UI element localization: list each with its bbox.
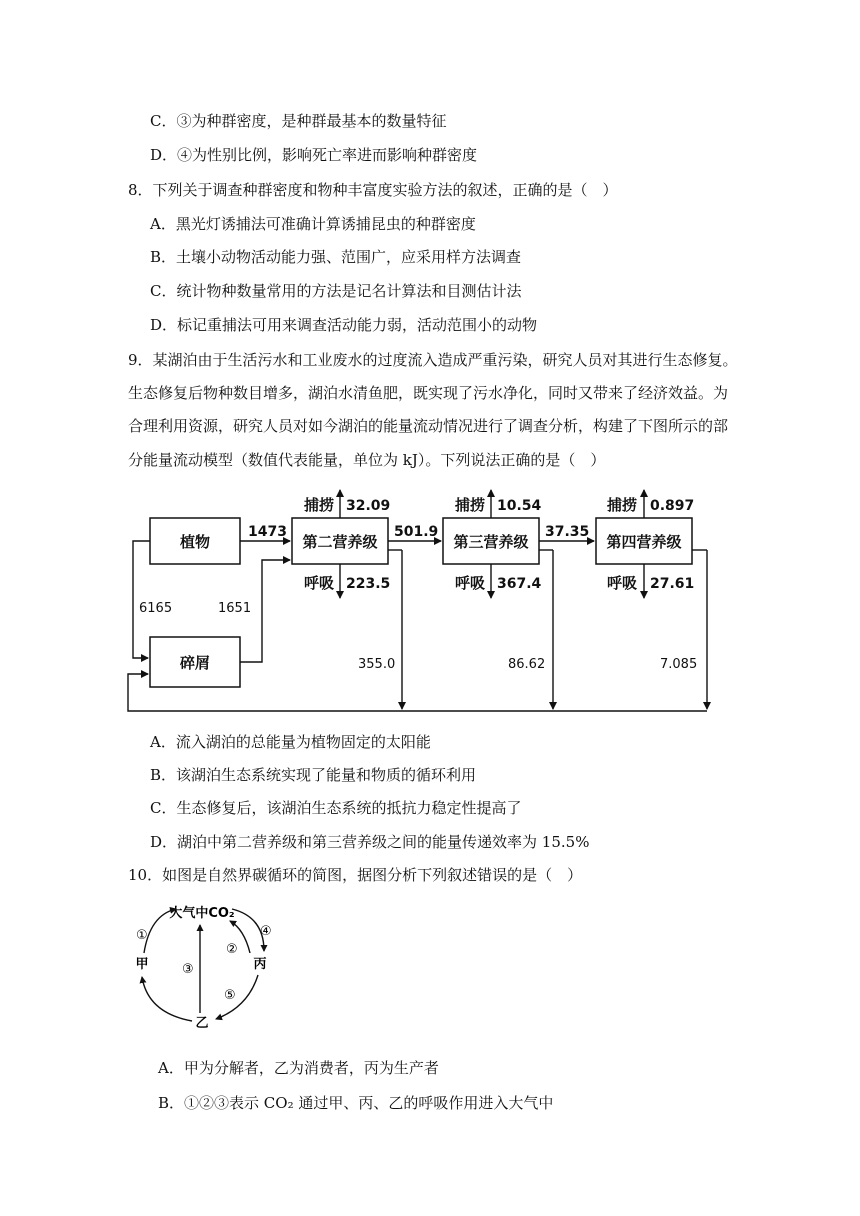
- q7-option-c: C．③为种群密度，是种群最基本的数量特征: [150, 112, 447, 130]
- level3-label: 第三营养级: [453, 533, 529, 551]
- q9-option-a: A．流入湖泊的总能量为植物固定的太阳能: [150, 733, 431, 751]
- bing-label: 丙: [253, 957, 267, 972]
- q10-option-a: A．甲为分解者，乙为消费者，丙为生产者: [158, 1059, 439, 1077]
- mark-4: ④: [260, 924, 272, 939]
- l2-to-l3-value: 501.9: [394, 524, 439, 540]
- q9-option-b: B．该湖泊生态系统实现了能量和物质的循环利用: [150, 766, 477, 784]
- level4-label: 第四营养级: [606, 533, 682, 551]
- arrow-5: [216, 975, 258, 1019]
- energy-flow-diagram: [0, 480, 860, 720]
- catch-l3-label: 捕捞: [455, 496, 486, 514]
- arrow-yi-to-jia: [142, 977, 192, 1021]
- jia-label: 甲: [135, 957, 149, 972]
- q7-option-d: D．④为性别比例，影响死亡率进而影响种群密度: [150, 146, 478, 164]
- q9-option-c: C．生态修复后，该湖泊生态系统的抵抗力稳定性提高了: [150, 799, 522, 817]
- q9-stem-line-2: 生态修复后物种数目增多，湖泊水清鱼肥，既实现了污水净化，同时又带来了经济效益。为: [128, 384, 729, 402]
- catch-l4-label: 捕捞: [607, 496, 638, 514]
- yi-label: 乙: [195, 1016, 209, 1031]
- plant-to-debris-arrow: [133, 541, 150, 658]
- debris-to-l2-value: 1651: [218, 601, 252, 616]
- resp-l4-value: 27.61: [650, 576, 695, 592]
- mark-2: ②: [226, 942, 238, 957]
- mark-3: ③: [182, 962, 194, 977]
- resp-l3-value: 367.4: [497, 576, 542, 592]
- resp-l2-label: 呼吸: [304, 574, 335, 592]
- plant-to-debris-value: 6165: [139, 601, 173, 616]
- catch-l2-label: 捕捞: [304, 496, 335, 514]
- q9-stem-line-3: 合理利用资源，研究人员对如今湖泊的能量流动情况进行了调查分析，构建了下图所示的部: [128, 417, 729, 435]
- q8-stem: 8．下列关于调查种群密度和物种丰富度实验方法的叙述，正确的是（ ）: [128, 181, 618, 199]
- decomp-l2-value: 355.0: [358, 657, 396, 672]
- mark-5: ⑤: [224, 988, 236, 1003]
- resp-l3-label: 呼吸: [455, 574, 486, 592]
- decomp-l3-value: 86.62: [508, 657, 546, 672]
- q10-option-b: B．①②③表示 CO₂ 通过甲、丙、乙的呼吸作用进入大气中: [158, 1094, 554, 1112]
- q8-option-a: A．黑光灯诱捕法可准确计算诱捕昆虫的种群密度: [150, 215, 476, 233]
- plant-label: 植物: [179, 533, 211, 551]
- l3-to-l4-value: 37.35: [545, 524, 590, 540]
- catch-l4-value: 0.897: [650, 498, 695, 514]
- catch-l3-value: 10.54: [497, 498, 542, 514]
- mark-1: ①: [136, 928, 148, 943]
- q8-option-b: B．土壤小动物活动能力强、范围广，应采用样方法调查: [150, 248, 522, 266]
- debris-label: 碎屑: [179, 654, 211, 672]
- q9-option-d: D．湖泊中第二营养级和第三营养级之间的能量传递效率为 15.5%: [150, 833, 590, 851]
- decomp-l4-value: 7.085: [660, 657, 698, 672]
- resp-l2-value: 223.5: [346, 576, 391, 592]
- atmosphere-co2-label: 大气中CO₂: [169, 906, 235, 921]
- q8-option-d: D．标记重捕法可用来调查活动能力弱，活动范围小的动物: [150, 316, 538, 334]
- catch-l2-value: 32.09: [346, 498, 391, 514]
- resp-l4-label: 呼吸: [607, 574, 638, 592]
- carbon-cycle-diagram: [120, 895, 290, 1035]
- plant-to-l2-value: 1473: [248, 524, 287, 540]
- q8-option-c: C．统计物种数量常用的方法是记名计算法和目测估计法: [150, 282, 522, 300]
- q10-stem: 10．如图是自然界碳循环的简图，据图分析下列叙述错误的是（ ）: [128, 866, 583, 884]
- level2-label: 第二营养级: [302, 533, 378, 551]
- q9-stem-line-4: 分能量流动模型（数值代表能量，单位为 kJ）。下列说法正确的是（ ）: [128, 451, 606, 469]
- q9-stem-line-1: 9．某湖泊由于生活污水和工业废水的过度流入造成严重污染，研究人员对其进行生态修复。: [128, 351, 738, 369]
